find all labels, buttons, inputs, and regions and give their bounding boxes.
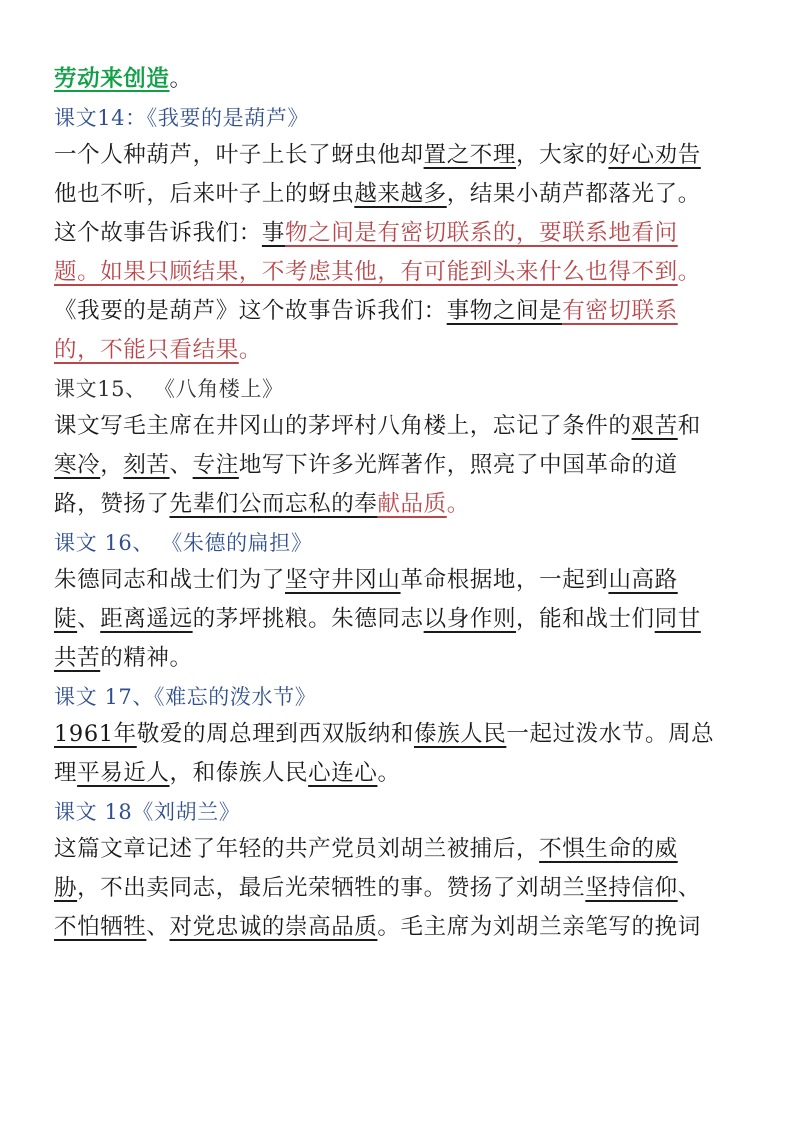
highlighted-phrase: 平易近人 [77, 760, 170, 786]
text-run: 课文14：《我要的是葫芦》 [54, 106, 310, 130]
text-run: 路，赞扬了 [54, 491, 170, 517]
text-line [54, 175, 741, 214]
text-line [54, 292, 741, 331]
highlighted-phrase: 同甘 [654, 606, 701, 632]
highlighted-phrase: 对党忠诚的崇高品质 [169, 914, 378, 940]
text-line [54, 331, 741, 370]
text-run: 、 [77, 606, 101, 632]
highlighted-phrase: 劳动来创造 [54, 66, 170, 92]
text-run: 一个人种葫芦，叶子上长了蚜虫他却 [54, 142, 424, 168]
text-run: 理 [54, 760, 78, 786]
highlighted-phrase: 不惧生命的威 [539, 836, 678, 862]
text-run: 课文写毛主席在井冈山的茅坪村八角楼上，忘记了条件的 [54, 413, 632, 439]
highlighted-phrase: 傣族人民 [413, 721, 507, 747]
text-run: 他也不听，后来叶子上的蚜虫 [54, 181, 355, 207]
text-run: 。毛主席为刘胡兰亲笔写的挽词 [377, 914, 701, 940]
lesson-heading [54, 525, 741, 561]
text-run: 课文 16、 《朱德的扁担》 [54, 531, 313, 555]
text-run: 、 [169, 452, 193, 478]
highlighted-phrase: 先辈们公而忘私的奉 [169, 491, 378, 517]
text-line [54, 908, 741, 947]
text-line [54, 754, 741, 793]
text-run: 地写下许多光辉著作，照亮了中国革命的道 [238, 452, 678, 478]
lesson-heading [54, 794, 741, 830]
text-run: 课文 18《刘胡兰》 [54, 800, 241, 824]
text-run: 这篇文章记述了年轻的共产党员刘胡兰被捕后， [54, 836, 540, 862]
highlighted-phrase: 坚持信仰 [585, 875, 678, 901]
text-line [54, 485, 741, 524]
text-run: 课文 17、《难忘的泼水节》 [54, 685, 317, 709]
highlighted-phrase: 越来越多 [354, 181, 447, 207]
highlighted-phrase: 。 [677, 259, 701, 285]
lesson-heading [54, 371, 741, 407]
text-run: 的精神。 [100, 645, 193, 671]
text-line [54, 830, 741, 869]
highlighted-phrase: 专注 [192, 452, 239, 478]
text-run: 一起过泼水节。周总 [506, 721, 715, 747]
highlighted-phrase: 艰苦 [631, 413, 678, 439]
highlighted-phrase: 物之间是有密切联系的，要联系地看问 [285, 220, 678, 246]
text-run: 敬爱的周总理到西双版纳和 [136, 721, 414, 747]
text-line [54, 639, 741, 678]
highlighted-phrase: 。 [446, 491, 470, 517]
highlighted-phrase: 距离遥远 [100, 606, 193, 632]
highlighted-phrase: 山高路 [608, 567, 678, 593]
text-line [54, 136, 741, 175]
text-line [54, 60, 741, 99]
highlighted-phrase: 不怕牺牲 [54, 914, 147, 940]
highlighted-phrase: 。 [238, 337, 262, 363]
highlighted-phrase: 坚守井冈山 [285, 567, 401, 593]
highlighted-phrase: 陡 [54, 606, 78, 632]
highlighted-phrase: 寒冷 [54, 452, 101, 478]
text-line [54, 715, 741, 754]
text-line [54, 561, 741, 600]
highlighted-phrase: 献品质 [377, 491, 447, 517]
highlighted-phrase: 有密切联系 [562, 298, 678, 324]
text-run: ，结果小葫芦都落光了。 [446, 181, 701, 207]
highlighted-phrase: 心连心 [308, 760, 378, 786]
text-run: 课文15、 《八角楼上》 [54, 377, 284, 401]
highlighted-phrase: 题。如果只顾结果，不考虑其他，有可能到头来什么也得不到 [54, 259, 678, 285]
highlighted-phrase: 胁 [54, 875, 78, 901]
text-run: ， [100, 452, 124, 478]
highlighted-phrase: 事物之间是 [446, 298, 563, 324]
text-run: 这个故事告诉我们： [54, 220, 262, 246]
text-run: 朱德同志和战士们为了 [54, 567, 286, 593]
text-line [54, 253, 741, 292]
lesson-heading [54, 100, 741, 136]
highlighted-phrase: 好心劝告 [608, 142, 701, 168]
text-run: 革命根据地，一起到 [400, 567, 609, 593]
text-run: 。 [377, 760, 401, 786]
highlighted-phrase: 置之不理 [423, 142, 517, 168]
text-line [54, 407, 741, 446]
text-line [54, 214, 741, 253]
text-run: ，和傣族人民 [169, 760, 309, 786]
highlighted-phrase: 1961年 [54, 721, 137, 747]
text-line [54, 446, 741, 485]
highlighted-phrase: 的，不能只看结果 [54, 337, 239, 363]
text-run: 。 [169, 66, 193, 92]
text-line [54, 600, 741, 639]
highlighted-phrase: 事 [261, 220, 286, 246]
highlighted-phrase: 以身作则 [423, 606, 517, 632]
text-run: 和 [677, 413, 701, 439]
text-run: 《我要的是葫芦》这个故事告诉我们： [54, 298, 447, 324]
text-line [54, 869, 741, 908]
text-run: ，不出卖同志，最后光荣牺牲的事。赞扬了刘胡兰 [77, 875, 586, 901]
text-run: 、 [677, 875, 701, 901]
highlighted-phrase: 刻苦 [123, 452, 170, 478]
lesson-heading [54, 679, 741, 715]
text-run: ，大家的 [516, 142, 609, 168]
text-run: 、 [146, 914, 170, 940]
highlighted-phrase: 共苦 [54, 645, 101, 671]
text-run: ，能和战士们 [516, 606, 655, 632]
text-run: 的茅坪挑粮。朱德同志 [192, 606, 424, 632]
